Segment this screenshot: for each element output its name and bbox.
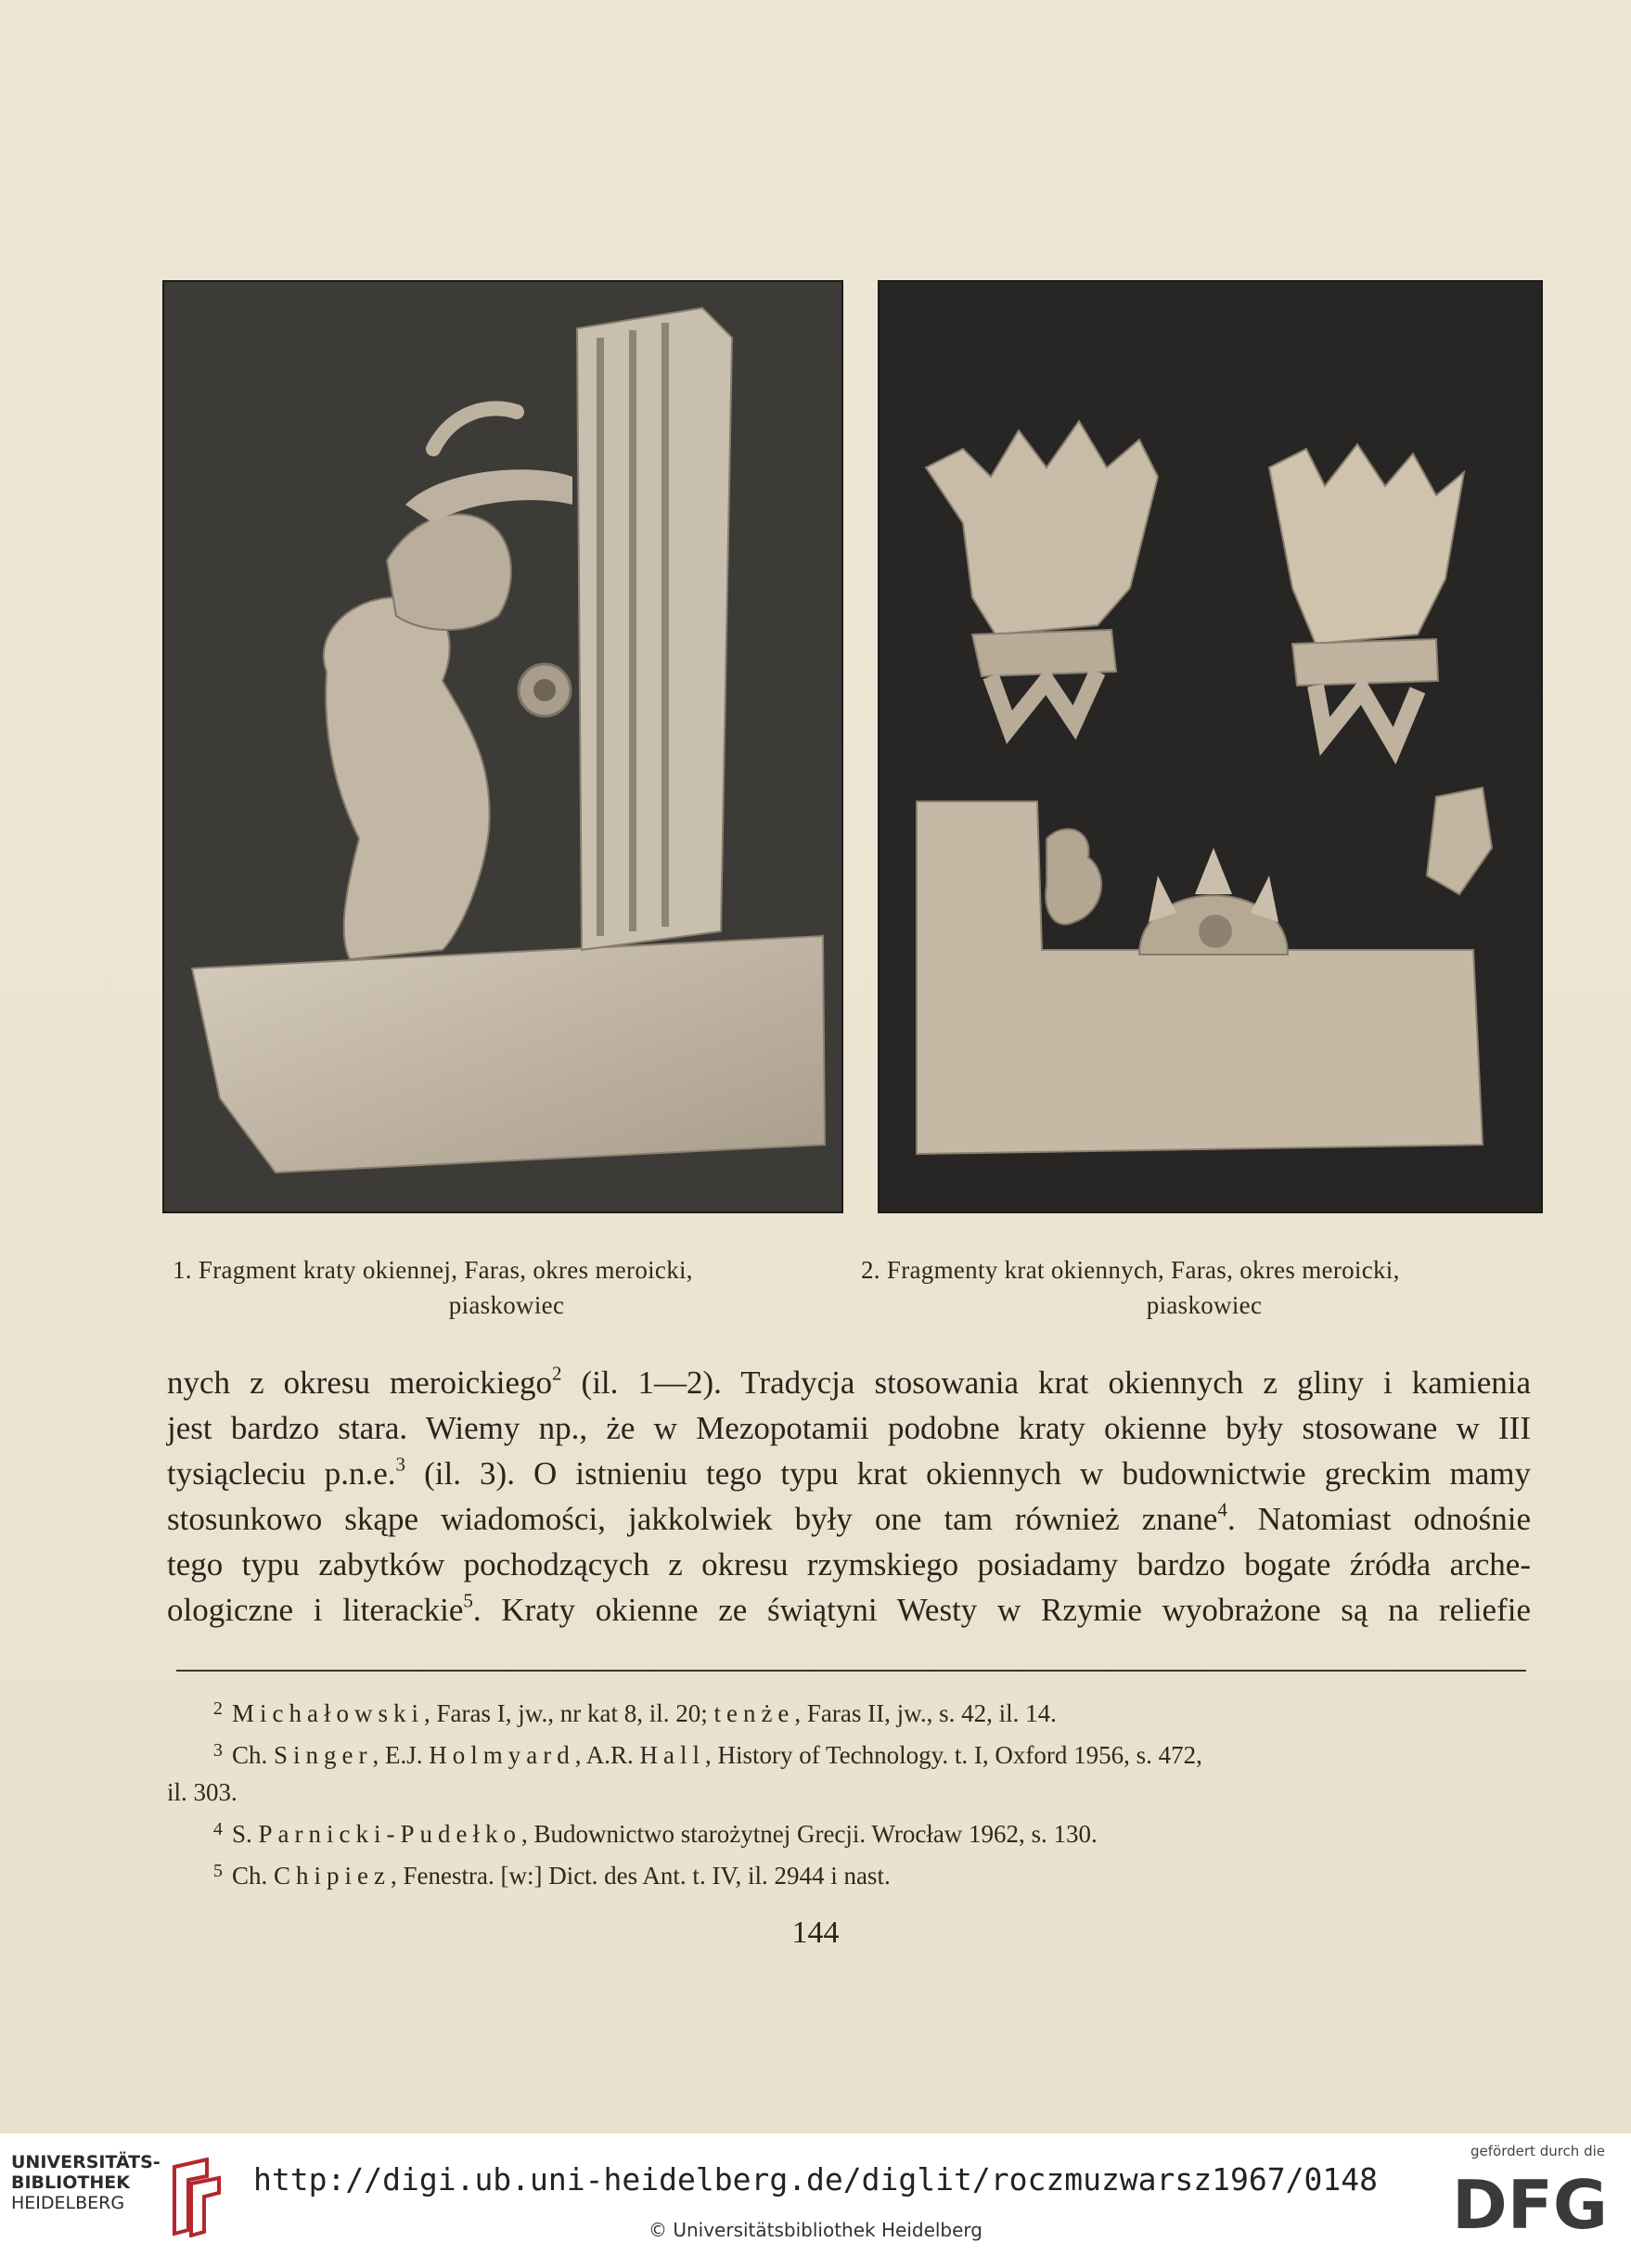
body-line <box>167 1360 1531 1405</box>
digitization-footer <box>0 2133 1631 2268</box>
footnote-5 <box>167 1852 1531 1894</box>
footnote-ref: 2 <box>551 1362 562 1385</box>
dfg-logo-text: DFG <box>1451 2166 1609 2241</box>
footnote-4 <box>167 1811 1531 1852</box>
figure-1-photo <box>162 280 843 1213</box>
author-name: Singer <box>274 1741 373 1770</box>
figure-1-relief-image <box>164 282 841 1211</box>
body-line: tego typu zabytków pochodzących z okresu rzymskiego posiadamy bardzo bogate źródła arche- <box>167 1546 1531 1582</box>
text-segment: , Faras II, jw., s. 42, il. 14. <box>794 1699 1057 1728</box>
footnote-number: 3 <box>212 1740 223 1762</box>
author-name: tenże <box>713 1699 795 1728</box>
footnote-separator <box>176 1670 1526 1672</box>
page-number: 144 <box>791 1916 840 1950</box>
text-segment: stosunkowo skąpe wiadomości, jakkolwiek były one tam również znane <box>167 1501 1218 1537</box>
text-segment: nych z okresu meroickiego <box>167 1365 552 1401</box>
text-segment: , Budownictwo starożytnej Grecji. Wrocław 1962, s. 130. <box>521 1820 1098 1849</box>
figure-2-caption <box>861 1252 1548 1323</box>
body-paragraph <box>167 1360 1531 1633</box>
footnote-ref: 5 <box>463 1589 473 1612</box>
figure-2-caption-line2: piaskowiec <box>1146 1291 1263 1319</box>
footnote-2 <box>167 1690 1531 1732</box>
funder-label: gefördert durch die <box>1470 2143 1605 2159</box>
footnote-number: 2 <box>212 1698 223 1719</box>
text-segment: , History of Technology. t. I, Oxford 1956, s. 472, <box>705 1741 1202 1770</box>
copyright-notice: © Universitätsbibliothek Heidelberg <box>648 2219 982 2241</box>
footnote-3 <box>167 1732 1531 1774</box>
text-segment: , Faras I, jw., nr kat 8, il. 20; <box>424 1699 714 1728</box>
footnote-ref: 3 <box>395 1453 406 1476</box>
text-segment: ologiczne i literackie <box>167 1592 464 1628</box>
dfg-logo-icon <box>1451 2163 1609 2241</box>
text-segment: il. 303. <box>167 1778 238 1807</box>
text-segment: (il. 1—2). Tradycja stosowania krat okiennych z gliny i kamienia <box>561 1365 1532 1401</box>
text-segment: . Kraty okienne ze świątyni Westy w Rzymie wyobrażone są na reliefie <box>472 1592 1532 1628</box>
figure-1-caption-line1: 1. Fragment kraty okiennej, Faras, okres meroicki, <box>173 1256 693 1284</box>
text-segment: , A.R. <box>574 1741 640 1770</box>
text-segment: . Natomiast odnośnie <box>1226 1501 1531 1537</box>
footnote-3-continuation <box>167 1774 1531 1811</box>
text-segment: Ch. <box>232 1862 275 1890</box>
author-name: Holmyard <box>429 1741 575 1770</box>
figure-1-caption-line2: piaskowiec <box>448 1291 565 1319</box>
footnote-number: 4 <box>212 1819 223 1840</box>
body-line <box>167 1587 1531 1633</box>
text-segment: , E.J. <box>372 1741 430 1770</box>
author-name: Chipiez <box>274 1862 391 1890</box>
author-name: Michałowski <box>232 1699 424 1728</box>
figure-2-photo <box>878 280 1543 1213</box>
library-name-line: UNIVERSITÄTS- <box>11 2152 161 2172</box>
body-line <box>167 1451 1531 1496</box>
figure-2-caption-line1: 2. Fragmenty krat okiennych, Faras, okres meroicki, <box>861 1256 1400 1284</box>
author-name: Parnicki-Pudełko <box>258 1820 522 1849</box>
text-segment: , Fenestra. [w:] Dict. des Ant. t. IV, il. 2944 i nast. <box>391 1862 891 1890</box>
library-name-line: HEIDELBERG <box>11 2193 125 2213</box>
text-segment: tysiącleciu p.n.e. <box>167 1455 396 1492</box>
author-name: Hall <box>639 1741 706 1770</box>
text-segment: Ch. <box>232 1741 275 1770</box>
body-line <box>167 1496 1531 1542</box>
text-segment: (il. 3). O istnieniu tego typu krat okiennych w budownictwie greckim mamy <box>405 1455 1531 1492</box>
footnote-number: 5 <box>212 1861 223 1882</box>
figure-1-caption <box>173 1252 841 1323</box>
figure-2-fragments-image <box>880 282 1541 1211</box>
library-name-line: BIBLIOTHEK <box>11 2172 130 2193</box>
body-line: jest bardzo stara. Wiemy np., że w Mezopotamii podobne kraty okienne były stosowane w III <box>167 1410 1531 1446</box>
text-segment: S. <box>232 1820 259 1849</box>
footnote-ref: 4 <box>1217 1498 1227 1521</box>
source-url-link[interactable]: http://digi.ub.uni-heidelberg.de/diglit/roczmuzwarsz1967/0148 <box>253 2161 1378 2198</box>
footnotes <box>167 1690 1531 1894</box>
